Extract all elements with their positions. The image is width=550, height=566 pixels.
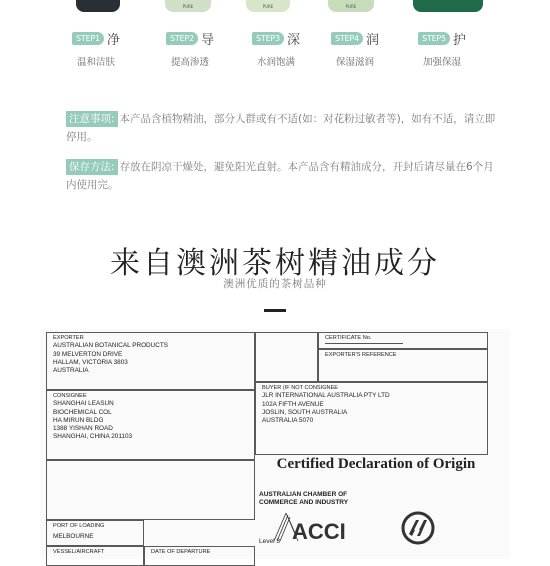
port-of-loading-box [46, 520, 144, 546]
exporters-reference-label: EXPORTER'S REFERENCE [325, 352, 397, 358]
caution-label: 注意事项: [66, 111, 118, 127]
certificate-number-label: CERTIFICATE No. [325, 335, 372, 341]
step-char: 导 [200, 33, 214, 48]
vessel-box [46, 546, 144, 566]
buyer-label: BUYER (IF NOT CONSIGNEE [262, 385, 339, 391]
step-char: 净 [106, 33, 120, 48]
step-3 [252, 28, 332, 68]
storage-label: 保存方法: [66, 159, 118, 175]
step-badge: STEP4 [331, 32, 363, 45]
step-badge: STEP2 [166, 32, 198, 45]
step-badge: STEP5 [418, 32, 450, 45]
caution-text: 本产品含植物精油，部分人群或有不适(如：对花粉过敏者等)，如有不适，请立即停用。 [66, 113, 496, 143]
consignee-line: SHANGHAI LEASUN [53, 400, 114, 408]
certificate-of-origin [40, 329, 510, 559]
level-label: Level 3 [259, 538, 280, 545]
consignee-line: SHANGHAI, CHINA 201103 [53, 433, 133, 441]
step-desc: 提高渗透 [171, 57, 210, 68]
product-jar [413, 0, 483, 12]
step-5 [418, 28, 498, 68]
title-divider [264, 309, 286, 312]
acci-logo [272, 509, 346, 544]
product-jar: PURE [328, 0, 374, 12]
product-jar [76, 0, 120, 12]
step-2 [166, 28, 246, 68]
caution-note [66, 110, 496, 146]
buyer-line: AUSTRALIA 5070 [262, 417, 314, 425]
exporters-reference-box [318, 349, 488, 382]
buyer-line: JLR INTERNATIONAL AUSTRALIA PTY LTD [262, 392, 390, 400]
exporter-line: AUSTRALIAN BOTANICAL PRODUCTS [53, 342, 169, 350]
blank-box [255, 332, 318, 382]
buyer-line: JOSLIN, SOUTH AUSTRALIA [262, 408, 348, 416]
step-desc: 加强保湿 [423, 57, 462, 68]
step-badge: STEP1 [72, 32, 104, 45]
consignee-line: BIOCHEMICAL COL [53, 408, 112, 416]
storage-note [66, 158, 496, 194]
exporter-label: EXPORTER [53, 335, 84, 341]
declaration-title: Certified Declaration of Origin [276, 456, 476, 472]
consignee-box [46, 390, 255, 460]
exporter-line: AUSTRALIA [53, 367, 89, 375]
product-jars-strip [0, 0, 550, 14]
exporter-box [46, 332, 255, 390]
storage-text: 存放在阴凉干燥处，避免阳光直射。本产品含有精油成分，开封后请尽量在6个月内使用完。 [66, 161, 494, 191]
blank-box [46, 460, 255, 520]
port-of-loading-value: MELBOURNE [53, 533, 94, 541]
certificate-number-box [318, 332, 488, 349]
buyer-line: 102A FIFTH AVENUE [262, 400, 324, 408]
step-desc: 水润饱满 [257, 57, 296, 68]
step-1 [72, 28, 152, 68]
exporter-line: HALLAM, VICTORIA 3803 [53, 358, 128, 366]
step-badge: STEP3 [252, 32, 284, 45]
exporter-line: 39 MELVERTON DRIVE [53, 350, 123, 358]
step-4 [331, 28, 411, 68]
buyer-box [255, 382, 488, 455]
departure-date-label: DATE OF DEPARTURE [151, 549, 211, 555]
chamber-name: AUSTRALIAN CHAMBER OF COMMERCE AND INDUSTRY [259, 491, 349, 506]
step-char: 深 [286, 33, 300, 48]
chamber-seal-icon [400, 510, 436, 546]
step-char: 润 [365, 33, 379, 48]
product-jar: PURE [246, 0, 290, 12]
vessel-label: VESSEL/AIRCRAFT [53, 549, 105, 555]
consignee-line: 1388 YISHAN ROAD [53, 425, 113, 433]
departure-date-box [144, 546, 255, 566]
step-char: 护 [452, 33, 466, 48]
consignee-label: CONSIGNEE [53, 393, 87, 399]
section-subtitle: 澳洲优质的茶树品种 [223, 278, 327, 290]
section-title: 来自澳洲茶树精油成分 [110, 246, 440, 281]
acci-logo-text: ACCI [292, 519, 346, 544]
certificate-number-line [325, 343, 403, 344]
step-desc: 温和洁肤 [77, 57, 116, 68]
step-desc: 保湿滋润 [336, 57, 375, 68]
port-of-loading-label: PORT OF LOADING [53, 523, 105, 529]
consignee-line: HA MIRUN BLDG [53, 416, 104, 424]
product-jar: PURE [165, 0, 211, 12]
